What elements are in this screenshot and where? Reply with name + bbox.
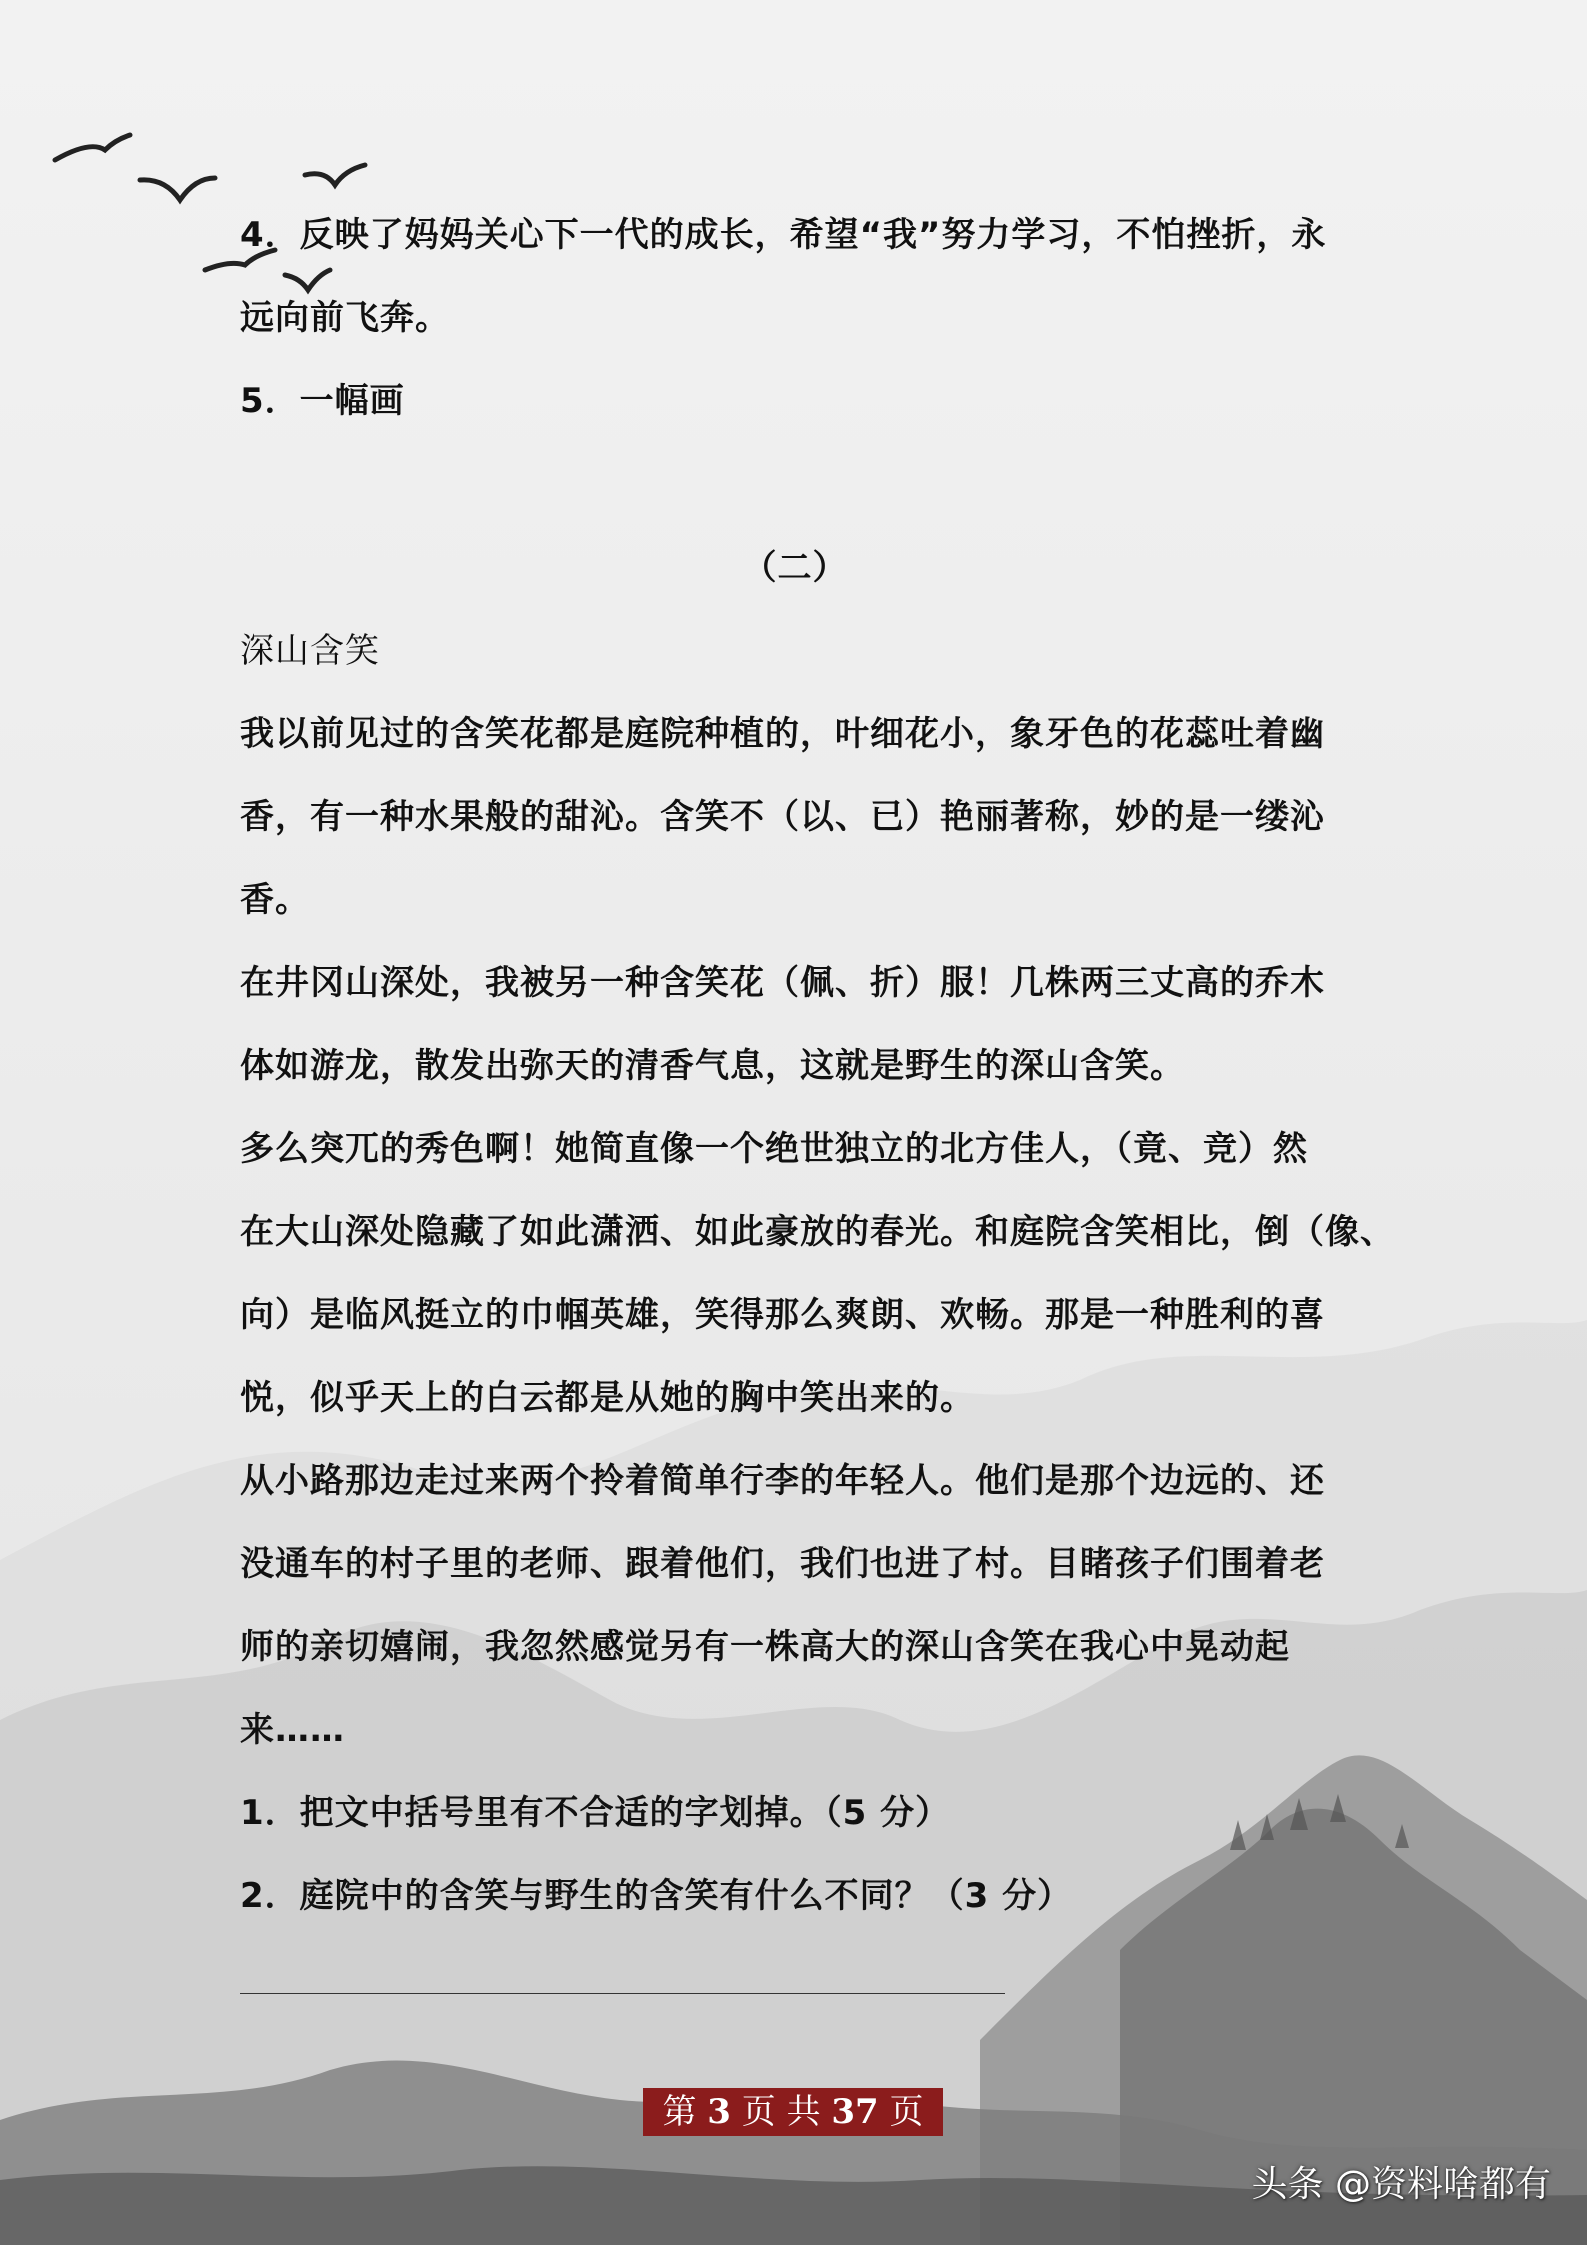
section-heading: （二） — [742, 548, 848, 588]
question-1: 1．把文中括号里有不合适的字划掉。（5 分） — [240, 1793, 951, 1833]
paragraph-2-line-2: 体如游龙，散发出弥天的清香气息，这就是野生的深山含笑。 — [240, 1046, 1185, 1086]
paragraph-1-line-2: 香，有一种水果般的甜沁。含笑不（以、已）艳丽著称，妙的是一缕沁 — [240, 797, 1325, 837]
question-2: 2．庭院中的含笑与野生的含笑有什么不同？（3 分） — [240, 1876, 1073, 1916]
passage-title: 深山含笑 — [240, 631, 380, 671]
paragraph-1-line-3: 香。 — [240, 880, 310, 920]
current-page: 3 — [707, 2092, 731, 2132]
answer-blank-line — [240, 1993, 1005, 1994]
paragraph-1-line-1: 我以前见过的含笑花都是庭院种植的，叶细花小，象牙色的花蕊吐着幽 — [240, 714, 1325, 754]
paragraph-3-line-4: 悦，似乎天上的白云都是从她的胸中笑出来的。 — [240, 1378, 975, 1418]
source-watermark: 头条 @资料啥都有 — [1251, 2164, 1551, 2205]
footer-prefix: 第 — [662, 2092, 697, 2132]
footer-mid: 页 共 — [741, 2092, 821, 2132]
paragraph-4-line-4: 来…… — [240, 1710, 345, 1750]
answer-4-line-2: 远向前飞奔。 — [240, 298, 450, 338]
paragraph-3-line-1: 多么突兀的秀色啊！她简直像一个绝世独立的北方佳人，（竟、竞）然 — [240, 1129, 1308, 1169]
paragraph-4-line-2: 没通车的村子里的老师、跟着他们，我们也进了村。目睹孩子们围着老 — [240, 1544, 1325, 1584]
page-number-footer — [643, 2088, 943, 2136]
paragraph-4-line-3: 师的亲切嬉闹，我忽然感觉另有一株高大的深山含笑在我心中晃动起 — [240, 1627, 1290, 1667]
paragraph-2-line-1: 在井冈山深处，我被另一种含笑花（佩、折）服！几株两三丈高的乔木 — [240, 963, 1325, 1003]
answer-4-line-1: 4．反映了妈妈关心下一代的成长，希望“我”努力学习，不怕挫折，永 — [240, 215, 1327, 255]
paragraph-4-line-1: 从小路那边走过来两个拎着简单行李的年轻人。他们是那个边远的、还 — [240, 1461, 1325, 1501]
paragraph-3-line-2: 在大山深处隐藏了如此潇洒、如此豪放的春光。和庭院含笑相比，倒（像、 — [240, 1212, 1395, 1252]
answer-5: 5．一幅画 — [240, 381, 405, 421]
paragraph-3-line-3: 向）是临风挺立的巾帼英雄，笑得那么爽朗、欢畅。那是一种胜利的喜 — [240, 1295, 1325, 1335]
footer-suffix: 页 — [889, 2092, 924, 2132]
total-pages: 37 — [831, 2092, 879, 2132]
